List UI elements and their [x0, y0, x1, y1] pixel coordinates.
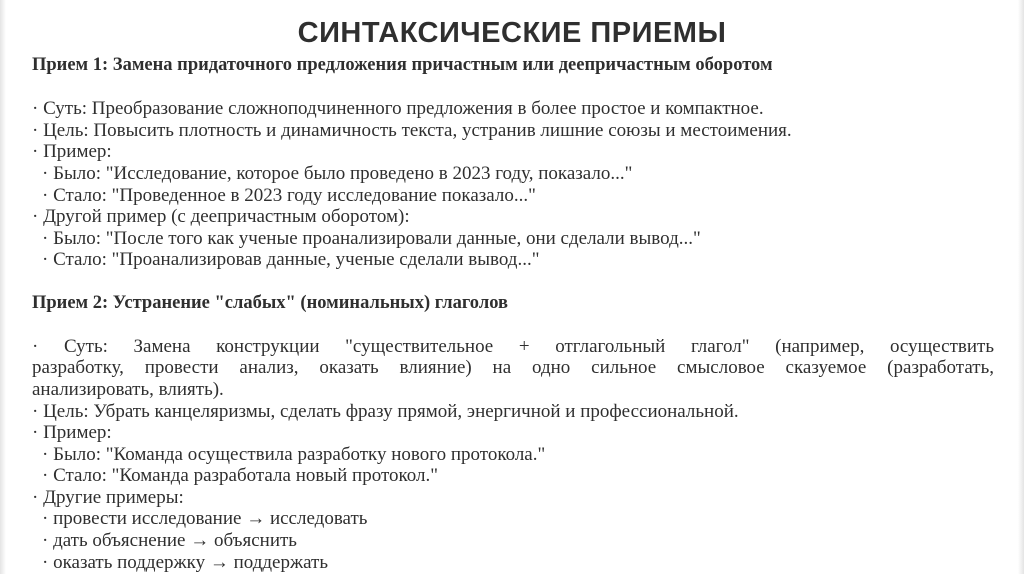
- section2-heading: Прием 2: Устранение "слабых" (номинальных) глаголов: [32, 292, 508, 313]
- section2-became: · Стало: "Команда разработала новый протокол.": [42, 465, 438, 487]
- section2-goal: · Цель: Убрать канцеляризмы, сделать фразу прямой, энергичной и профессиональной.: [32, 400, 739, 422]
- section2-essence-line1: · Суть: Замена конструкции "существительное + отглагольный глагол" (например, осуществить: [32, 335, 994, 357]
- section2-was: · Было: "Команда осуществила разработку нового протокола.": [42, 443, 546, 465]
- section1-became: · Стало: "Проведенное в 2023 году исследование показало...": [42, 184, 536, 206]
- section1-became2: · Стало: "Проанализировав данные, ученые сделали вывод...": [42, 249, 540, 271]
- section1-another-label: · Другой пример (с деепричастным оборотом):: [32, 206, 410, 228]
- slide-left-edge: [0, 0, 6, 574]
- list-item: · оказать поддержку → поддержать: [42, 551, 329, 573]
- section2-essence-line3: анализировать, влиять).: [32, 378, 224, 400]
- section2-essence-line2: разработку, провести анализ, оказать влияние) на одно сильное смысловое сказуемое (разработать,: [32, 357, 994, 379]
- list-item: · провести исследование → исследовать: [42, 508, 368, 530]
- section2-essence: [32, 336, 994, 401]
- section1-was2: · Было: "После того как ученые проанализировали данные, они сделали вывод...": [42, 227, 701, 249]
- list-item: · дать объяснение → объяснить: [42, 530, 297, 552]
- section2-example-label: · Пример:: [32, 422, 112, 444]
- section1-heading: Прием 1: Замена придаточного предложения причастным или деепричастным оборотом: [32, 55, 773, 75]
- section1-essence: · Суть: Преобразование сложноподчиненного предложения в более простое и компактное.: [32, 98, 764, 120]
- slide-content: [32, 55, 994, 573]
- section1-goal: · Цель: Повысить плотность и динамичность текста, устранив лишние союзы и местоимения.: [32, 119, 792, 141]
- section2-others-label: · Другие примеры:: [32, 486, 184, 508]
- slide-title: СИНТАКСИЧЕСКИЕ ПРИЕМЫ: [297, 17, 727, 49]
- spacer: [32, 271, 994, 293]
- section1-was: · Было: "Исследование, которое было проведено в 2023 году, показало...": [42, 162, 633, 184]
- spacer: [32, 77, 994, 99]
- slide-right-edge: [1018, 0, 1024, 574]
- section1-example-label: · Пример:: [32, 141, 112, 163]
- spacer: [32, 314, 994, 336]
